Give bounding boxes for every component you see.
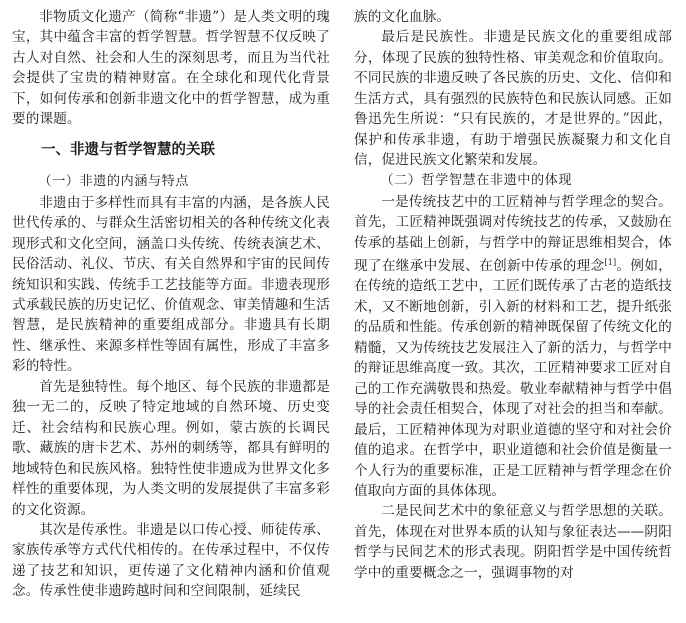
connotation-paragraph: 非遗由于多样性而具有丰富的内涵，是各族人民世代传承的、与群众生活密切相关的各种传统文化表现形式和文化空间，涵盖口头传统、传统表演艺术、民俗活动、礼仪、节庆、有关自然界和宇宙的民间传统知识和实践、传统手工艺技能等方面。非遗表现形式承载民族的历史记忆、价值观念、审美情趣和生活智慧，是民族精神的重要组成部分。非遗具有长期性、继承性、来源多样性等固有属性，形成了丰富多彩的特性。 (12, 194, 330, 375)
craft-text-part1: 一是传统技艺中的工匠精神与哲学理念的契合。首先，工匠精神既强调对传统技艺的传承，又鼓励在传承的基础上创新，与哲学中的辩证思维相契合，体现了在继承中发展、在创新中传承的理念 (354, 193, 672, 274)
folk-art-paragraph: 二是民间艺术中的象征意义与哲学思想的关联。首先，体现在对世界本质的认知与象征表达——阴阳哲学与民间艺术的形式表现。阴阳哲学是中国传统哲学中的重要概念之一，强调事物的对 (354, 503, 672, 581)
right-column (354, 7, 672, 583)
inheritance-paragraph: 其次是传承性。非遗是以口传心授、师徒传承、家族传承等方式代代相传的。在传承过程中，不仅传递了技艺和知识，更传递了文化精神内涵和价值观念。传承性使非遗跨越时间和空间限制，延续民 (12, 521, 330, 600)
uniqueness-paragraph: 首先是独特性。每个地区、每个民族的非遗都是独一无二的，反映了特定地域的自然环境、历史变迁、社会结构和民族心理。例如，蒙古族的长调民歌、藏族的唐卡艺术、苏州的刺绣等，都具有鲜明的地域特色和民族风格。独特性使非遗成为世界文化多样性的重要体现，为人类文明的发展提供了丰富多彩的文化资源。 (12, 378, 330, 518)
intro-paragraph: 非物质文化遗产（简称“非遗”）是人类文明的瑰宝，其中蕴含丰富的哲学智慧。哲学智慧不仅反映了古人对自然、社会和人生的深刻思考，而且为当代社会提供了宝贵的精神财富。在全球化和现代化背景下，如何传承和创新非遗文化中的哲学智慧，成为重要的课题。 (12, 9, 330, 128)
craft-text-part2: 。例如，在传统的造纸工艺中，工匠们既传承了古老的造纸技术，又不断地创新，引入新的材料和工艺，提升纸张的品质和性能。传承创新的精神既保留了传统文化的精髓，又为传统技艺发展注入了新的活力，与哲学中的辩证思维高度一致。其次，工匠精神要求工匠对自己的工作充满敬畏和热爱。敬业奉献精神与哲学中倡导的社会责任相契合，体现了对社会的担当和奉献。最后，工匠精神体现为对职业道德的坚守和对社会价值的追求。在哲学中，职业道德和社会价值是衡量一个人行为的重要标准，正是工匠精神与哲学理念在价值取向方面的具体体现。 (354, 257, 672, 499)
subsection-heading-1: （一）非遗的内涵与特点 (38, 173, 189, 189)
section-heading: 一、非遗与哲学智慧的关联 (41, 140, 215, 158)
ethnicity-paragraph: 最后是民族性。非遗是民族文化的重要组成部分，体现了民族的独特性格、审美观念和价值取向。不同民族的非遗反映了各民族的历史、文化、信仰和生活方式，具有强烈的民族特色和民族认同感。正如鲁迅先生所说：“只有民族的，才是世界的。”因此，保护和传承非遗，有助于增强民族凝聚力和文化自信，促进民族文化繁荣和发展。 (354, 29, 672, 169)
citation-ref[interactable]: [1] (604, 257, 617, 267)
left-column (12, 7, 330, 602)
continued-paragraph: 族的文化血脉。 (354, 9, 451, 25)
subsection-heading-2: （二）哲学智慧在非遗中的体现 (380, 172, 573, 188)
craft-paragraph (354, 192, 672, 502)
